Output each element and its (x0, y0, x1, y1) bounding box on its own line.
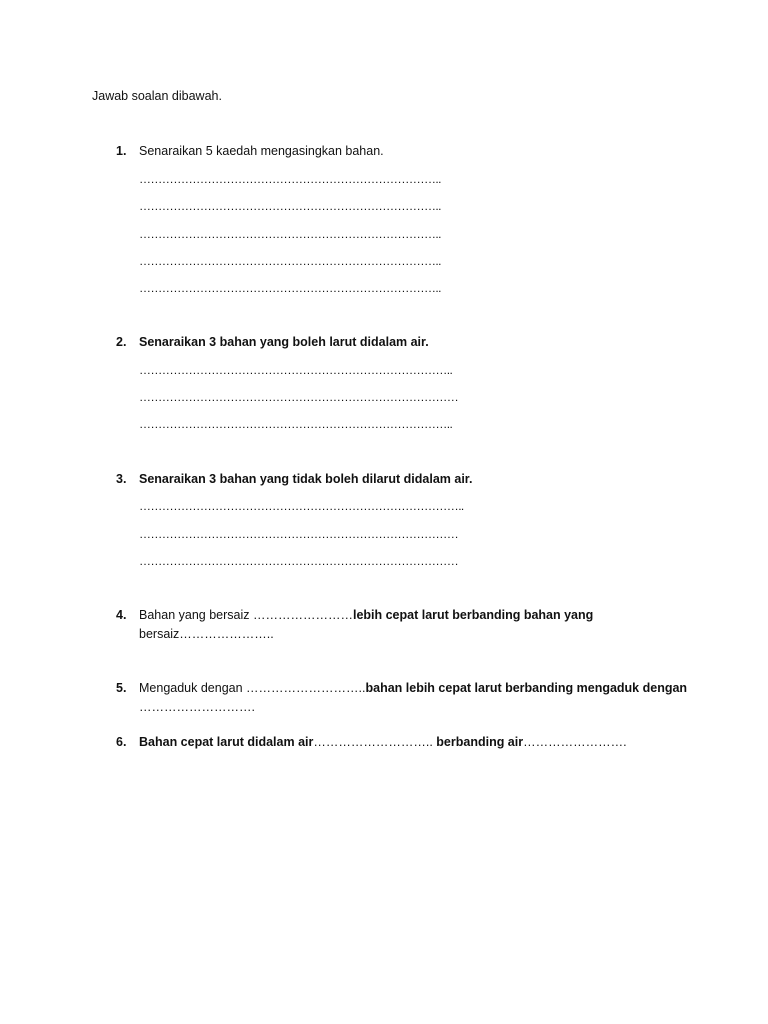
question-5-text-line-1 (139, 681, 687, 695)
question-1-text: Senaraikan 5 kaedah mengasingkan bahan. (139, 144, 384, 158)
question-2-answer-line-1[interactable]: ……………………………………………………………………….. (139, 363, 453, 377)
question-6-number: 6. (116, 735, 127, 749)
question-2-number: 2. (116, 335, 127, 349)
question-4-blank-2[interactable]: ………………….. (179, 627, 274, 641)
question-4-text-line-2 (139, 627, 274, 641)
question-1-answer-line-5[interactable]: …………………………………………………………………….. (139, 281, 441, 295)
question-1-number: 1. (116, 144, 127, 158)
question-6-blank-2[interactable]: ……………………. (523, 735, 627, 749)
question-2-answer-line-2[interactable]: ………………………………………………………………………… (139, 390, 459, 404)
question-6-part-1: Bahan cepat larut didalam air (139, 735, 314, 749)
question-3-text: Senaraikan 3 bahan yang tidak boleh dilarut didalam air. (139, 472, 473, 486)
question-4-part-2: lebih cepat larut berbanding bahan yang (352, 608, 594, 622)
question-4-part-1: Bahan yang bersaiz (139, 608, 253, 622)
question-5-text-line-2 (139, 700, 255, 714)
question-1-answer-line-2[interactable]: …………………………………………………………………….. (139, 199, 441, 213)
question-3-answer-line-3[interactable]: ………………………………………………………………………… (139, 554, 459, 568)
question-6-text (139, 735, 627, 749)
question-2-answer-line-3[interactable]: ……………………………………………………………………….. (139, 417, 453, 431)
question-5-blank-1[interactable]: ……………………….. (246, 681, 366, 695)
question-3-number: 3. (116, 472, 127, 486)
question-2-text: Senaraikan 3 bahan yang boleh larut didalam air. (139, 335, 429, 349)
question-5-number: 5. (116, 681, 127, 695)
question-1-answer-line-3[interactable]: …………………………………………………………………….. (139, 227, 441, 241)
question-6-blank-1[interactable]: ……………………….. (313, 735, 437, 749)
question-4-blank-1[interactable]: …………………… (252, 608, 353, 622)
question-4-number: 4. (116, 608, 127, 622)
question-6-part-2: berbanding air (436, 735, 524, 749)
question-3-answer-line-1[interactable]: ………………………………………………………………………….. (139, 499, 464, 513)
question-5-part-2: bahan lebih cepat larut berbanding mengaduk dengan (365, 681, 688, 695)
question-3-answer-line-2[interactable]: ………………………………………………………………………… (139, 527, 459, 541)
question-4-text-line-1 (139, 608, 593, 622)
question-5-blank-2[interactable]: ………………………. (139, 700, 255, 714)
question-1-answer-line-1[interactable]: …………………………………………………………………….. (139, 172, 441, 186)
instruction-text: Jawab soalan dibawah. (92, 89, 222, 103)
question-4-line-2-prefix: bersaiz (139, 627, 180, 641)
question-5-part-1: Mengaduk dengan (139, 681, 247, 695)
question-1-answer-line-4[interactable]: …………………………………………………………………….. (139, 254, 441, 268)
